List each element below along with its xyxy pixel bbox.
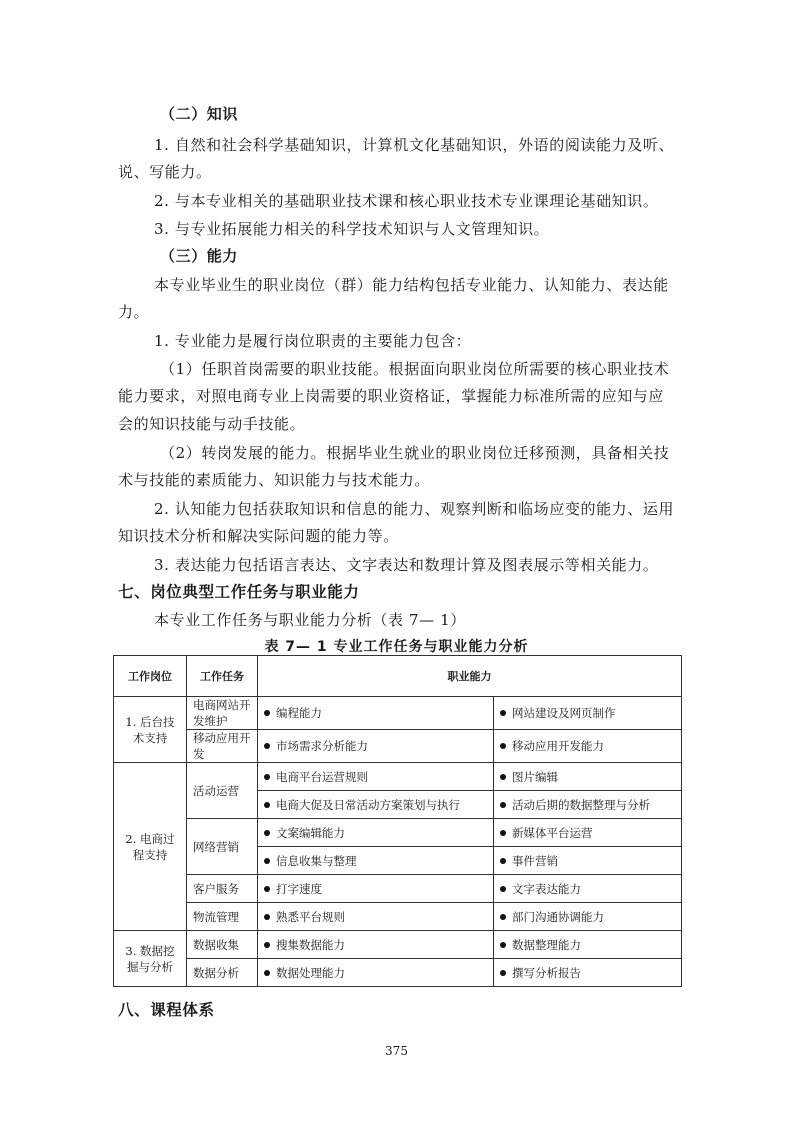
ability-cell [258,697,494,730]
paragraph: 术与技能的素质能力、知识能力与技术能力。 [118,471,431,489]
bullet-icon [500,886,506,892]
bullet-icon [500,802,506,808]
table-row [114,763,682,791]
ability-cell [494,697,682,730]
task-cell: 活动运营 [187,763,258,819]
paragraph: 知识技术分析和解决实际问题的能力等。 [118,527,399,545]
paragraph: 2. 认知能力包括获取知识和信息的能力、观察判断和临场应变的能力、运用 [154,500,675,518]
section-heading-8: 八、课程体系 [118,1001,215,1019]
ability-text: 文案编辑能力 [276,825,345,840]
ability-text: 电商平台运营规则 [276,769,368,784]
paragraph: 能力要求，对照电商专业上岗需要的职业资格证，掌握能力标准所需的应知与应 [118,387,665,405]
ability-cell [258,931,494,959]
paragraph: 本专业毕业生的职业岗位（群）能力结构包括专业能力、认知能力、表达能 [154,276,669,294]
section-heading-knowledge: （二）知识 [160,105,239,123]
task-cell: 物流管理 [187,903,258,931]
paragraph: 1. 专业能力是履行岗位职责的主要能力包含： [154,332,472,350]
ability-text: 数据整理能力 [512,937,581,952]
ability-text: 移动应用开发能力 [512,739,604,753]
position-cell: 3. 数据挖掘与分析 [114,931,187,987]
bullet-icon [264,710,270,716]
ability-table [113,655,682,987]
position-cell: 1. 后台技术支持 [114,697,187,763]
ability-cell [258,730,494,763]
table-row [114,730,682,763]
bullet-icon [264,914,270,920]
table-body [114,697,682,987]
ability-cell [494,791,682,819]
ability-text: 图片编辑 [512,769,558,784]
bullet-icon [264,886,270,892]
paragraph: 2. 与本专业相关的基础职业技术课和核心职业技术专业课理论基础知识。 [154,192,659,210]
ability-cell [258,847,494,875]
ability-cell [258,791,494,819]
page-number: 375 [385,1044,408,1058]
section-heading-ability: （三）能力 [160,247,239,265]
task-cell: 网络营销 [187,819,258,875]
ability-text: 市场需求分析能力 [276,739,368,753]
ability-cell [494,931,682,959]
paragraph: 会的知识技能与动手技能。 [118,415,306,433]
bullet-icon [500,914,506,920]
section-heading-7: 七、岗位典型工作任务与职业能力 [118,583,360,601]
header-ability: 职业能力 [258,656,682,697]
ability-cell [494,819,682,847]
task-cell: 移动应用开发 [187,730,258,763]
bullet-icon [500,710,506,716]
paragraph: （1）任职首岗需要的职业技能。根据面向职业岗位所需要的核心职业技术 [160,360,670,378]
ability-cell [258,875,494,903]
ability-text: 事件营销 [512,853,558,868]
ability-cell [494,847,682,875]
ability-text: 搜集数据能力 [276,937,345,952]
ability-text: 数据处理能力 [276,965,345,980]
position-cell: 2. 电商过程支持 [114,763,187,931]
ability-text: 新媒体平台运营 [512,825,593,840]
ability-text: 熟悉平台规则 [276,909,345,924]
bullet-icon [500,743,506,749]
table-row [114,697,682,730]
table-row [114,959,682,987]
table-header-row [114,656,682,697]
ability-text: 文字表达能力 [512,881,581,896]
bullet-icon [500,970,506,976]
ability-cell [494,959,682,987]
task-cell: 客户服务 [187,875,258,903]
header-position: 工作岗位 [114,656,187,697]
ability-cell [258,903,494,931]
ability-text: 编程能力 [276,706,322,720]
paragraph: 3. 与专业拓展能力相关的科学技术知识与人文管理知识。 [154,220,550,238]
bullet-icon [264,858,270,864]
ability-cell [494,875,682,903]
table-row [114,903,682,931]
paragraph: 3. 表达能力包括语言表达、文字表达和数理计算及图表展示等相关能力。 [154,556,659,574]
header-task: 工作任务 [187,656,258,697]
bullet-icon [264,774,270,780]
ability-cell [258,819,494,847]
paragraph: 本专业工作任务与职业能力分析（表 7— 1） [154,611,466,629]
bullet-icon [500,774,506,780]
bullet-icon [500,858,506,864]
task-cell: 电商网站开发维护 [187,697,258,730]
bullet-icon [500,942,506,948]
bullet-icon [264,743,270,749]
ability-text: 信息收集与整理 [276,853,357,868]
paragraph: 力。 [118,303,150,321]
table-row [114,875,682,903]
ability-text: 撰写分析报告 [512,965,581,980]
table-row [114,819,682,847]
ability-text: 电商大促及日常活动方案策划与执行 [276,797,460,812]
ability-cell [258,959,494,987]
ability-text: 网站建设及网页制作 [512,706,616,720]
task-cell: 数据收集 [187,931,258,959]
paragraph: （2）转岗发展的能力。根据毕业生就业的职业岗位迁移预测，具备相关技 [160,444,670,462]
bullet-icon [264,942,270,948]
bullet-icon [264,802,270,808]
ability-cell [494,903,682,931]
task-cell: 数据分析 [187,959,258,987]
ability-text: 活动后期的数据整理与分析 [512,797,650,812]
paragraph: 1. 自然和社会科学基础知识，计算机文化基础知识，外语的阅读能力及听、 [154,136,675,154]
bullet-icon [500,830,506,836]
bullet-icon [264,830,270,836]
table-row [114,931,682,959]
ability-cell [258,763,494,791]
ability-text: 打字速度 [276,881,322,896]
ability-cell [494,730,682,763]
ability-cell [494,763,682,791]
paragraph: 说、写能力。 [118,163,212,181]
table-caption: 表 7— 1 专业工作任务与职业能力分析 [264,639,529,655]
bullet-icon [264,970,270,976]
ability-text: 部门沟通协调能力 [512,909,604,924]
